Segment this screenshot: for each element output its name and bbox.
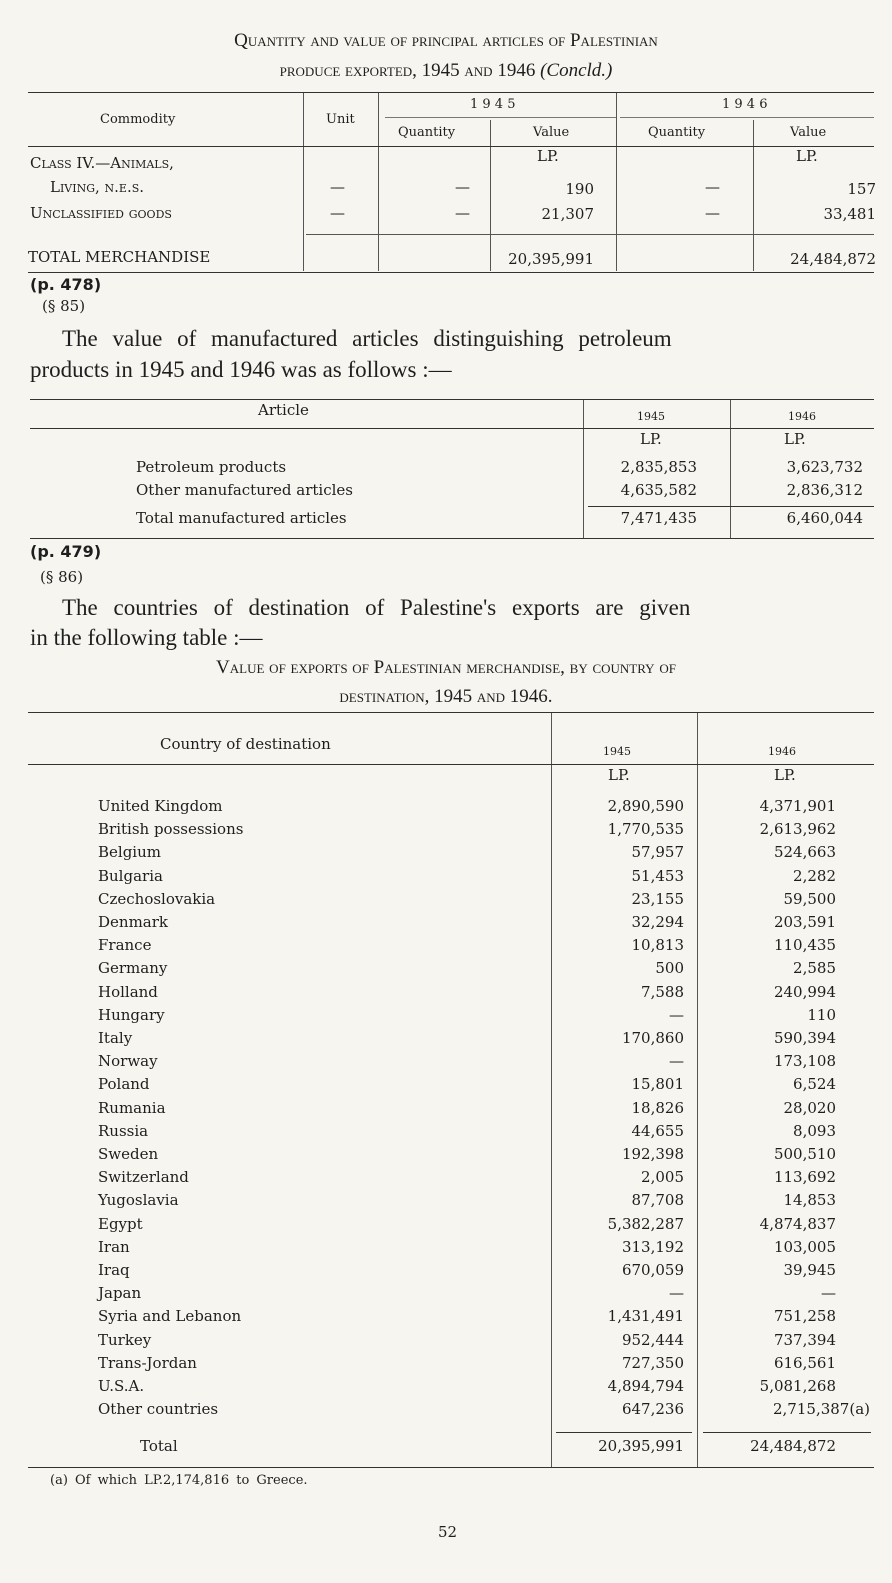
currency-1946: LP. — [784, 430, 806, 448]
country-name: British possessions — [98, 820, 244, 839]
country-name: Poland — [98, 1075, 150, 1094]
value-1945: 4,894,794 — [607, 1377, 684, 1395]
rule — [28, 1467, 874, 1468]
footnote: (a) Of which LP.2,174,816 to Greece. — [50, 1473, 308, 1488]
col-divider — [378, 93, 379, 271]
value-1946: 616,561 — [773, 1353, 836, 1372]
paragraph-line: The countries of destination of Palestine's exports are given — [62, 595, 691, 620]
article-name: Other manufactured articles — [136, 481, 354, 499]
country-name: France — [98, 936, 152, 955]
value-1945: 1,770,535 — [607, 820, 684, 839]
value-1945: 170,860 — [621, 1029, 684, 1047]
value-1946: 524,663 — [773, 843, 836, 862]
total-1945: 20,395,991 — [508, 250, 594, 268]
value-1946: 203,591 — [773, 913, 836, 931]
total-merchandise-label: TOTAL MERCHANDISE — [28, 248, 211, 266]
cell: — — [705, 204, 720, 222]
col-divider — [551, 713, 552, 1467]
country-name: Other countries — [98, 1400, 219, 1419]
header-1945: 1945 — [603, 745, 631, 758]
total-1946: 24,484,872 — [750, 1437, 836, 1455]
currency-1945: LP. — [608, 766, 630, 784]
country-name: Egypt — [98, 1214, 143, 1233]
rule — [28, 712, 874, 713]
country-name: Russia — [98, 1121, 149, 1140]
country-name: Turkey — [98, 1330, 152, 1349]
value-1946: 2,613,962 — [759, 820, 836, 839]
value-1945: 57,957 — [631, 843, 684, 862]
value-1945: — — [669, 1284, 684, 1303]
country-name: Iran — [98, 1237, 130, 1256]
value-1946: 173,108 — [773, 1052, 836, 1071]
country-name: U.S.A. — [98, 1377, 145, 1395]
currency-1945: LP. — [537, 147, 559, 165]
paragraph-line: products in 1945 and 1946 was as follows :— — [30, 357, 452, 382]
country-name: Holland — [98, 982, 158, 1001]
value-1945: 7,588 — [641, 982, 684, 1001]
currency-1945: LP. — [640, 430, 662, 448]
value-1946: 103,005 — [773, 1237, 836, 1256]
table3-title-line2: destination, 1945 and 1946. — [339, 686, 553, 707]
country-name: Japan — [98, 1284, 142, 1303]
value-1945: 23,155 — [631, 889, 684, 908]
value-1945: 87,708 — [631, 1191, 684, 1210]
value-1945: 952,444 — [621, 1330, 684, 1349]
value-1945: 2,890,590 — [607, 797, 684, 815]
header-1945: 1 9 4 5 — [470, 97, 516, 112]
header-unit: Unit — [326, 112, 355, 127]
value-1946: 39,945 — [783, 1261, 836, 1279]
cell: — — [330, 178, 345, 196]
rule — [703, 1432, 871, 1433]
col-divider — [583, 400, 584, 538]
col-divider — [730, 400, 731, 538]
paragraph-line: The value of manufactured articles distinguishing petroleum — [62, 326, 672, 351]
country-name: Czechoslovakia — [98, 889, 216, 908]
col-divider — [303, 93, 304, 271]
total-1946: 24,484,872 — [790, 250, 876, 268]
cell: — — [455, 204, 470, 222]
cell: 190 — [565, 180, 594, 198]
cell: 4,635,582 — [620, 481, 697, 499]
cell: — — [455, 178, 470, 196]
value-1945: 15,801 — [631, 1075, 684, 1094]
article-name: Petroleum products — [136, 458, 287, 476]
section-85: (§ 85) — [42, 297, 86, 315]
header-value-1945: Value — [533, 125, 570, 140]
value-1945: 192,398 — [621, 1145, 684, 1163]
paragraph-line: in the following table :— — [30, 625, 263, 650]
col-divider — [490, 120, 491, 271]
cell: 3,623,732 — [786, 458, 863, 476]
value-1946: 4,874,837 — [759, 1214, 836, 1233]
cell: 21,307 — [541, 205, 594, 223]
value-1945: 5,382,287 — [607, 1214, 684, 1233]
value-1946: 500,510 — [773, 1145, 836, 1163]
total-1945: 20,395,991 — [598, 1437, 684, 1455]
rule — [620, 117, 874, 118]
country-name: Italy — [98, 1029, 133, 1047]
col-divider — [616, 93, 617, 271]
cell: 2,836,312 — [786, 481, 863, 499]
country-name: Trans-Jordan — [98, 1353, 197, 1372]
cell: 157 — [847, 180, 876, 198]
value-1945: 727,350 — [621, 1353, 684, 1372]
article-total-name: Total manufactured articles — [136, 509, 347, 527]
cell: 33,481 — [823, 205, 876, 223]
value-1946: 110 — [807, 1005, 836, 1024]
value-1946: 590,394 — [773, 1029, 836, 1047]
country-name: Bulgaria — [98, 866, 163, 885]
col-divider — [753, 120, 754, 271]
header-country: Country of destination — [160, 735, 331, 753]
cell: — — [330, 204, 345, 222]
table1-title-line2 — [0, 60, 892, 82]
header-1946: 1946 — [788, 410, 816, 423]
country-name: Hungary — [98, 1005, 165, 1024]
header-1945: 1945 — [637, 410, 665, 423]
section-86: (§ 86) — [40, 568, 84, 586]
country-name: Belgium — [98, 843, 161, 862]
rule — [30, 399, 874, 400]
header-1946: 1 9 4 6 — [722, 97, 768, 112]
value-1946: 113,692 — [773, 1168, 836, 1187]
value-1945: — — [669, 1052, 684, 1071]
country-name: Syria and Lebanon — [98, 1307, 242, 1326]
currency-1946: LP. — [796, 147, 818, 165]
value-1945: 10,813 — [631, 936, 684, 955]
rule — [30, 538, 874, 539]
value-1945: 44,655 — [631, 1121, 684, 1140]
value-1946: — — [821, 1284, 836, 1303]
rule — [556, 1432, 692, 1433]
table1-concld: (Concld.) — [540, 60, 613, 81]
value-1946: 737,394 — [773, 1330, 836, 1349]
header-commodity: Commodity — [100, 112, 176, 127]
value-1946: 8,093 — [793, 1121, 836, 1140]
total-1945: 7,471,435 — [620, 509, 697, 527]
value-1945: 1,431,491 — [607, 1307, 684, 1326]
value-1946: 28,020 — [783, 1098, 836, 1117]
rule — [28, 764, 874, 765]
header-1946: 1946 — [768, 745, 796, 758]
table1-title-text: produce exported, 1945 and 1946 — [279, 60, 536, 81]
row-class-iv-name1: Class IV.—Animals, — [30, 154, 174, 172]
rule — [385, 117, 616, 118]
value-1946: 2,585 — [793, 959, 836, 978]
country-name: Norway — [98, 1052, 158, 1071]
currency-1946: LP. — [774, 766, 796, 784]
value-1946: 110,435 — [773, 936, 836, 955]
value-1945: 2,005 — [641, 1168, 684, 1187]
value-1945: 51,453 — [631, 866, 684, 885]
col-divider — [697, 713, 698, 1467]
table1-title-line1: Quantity and value of principal articles of Palestinian — [234, 30, 658, 51]
country-name: United Kingdom — [98, 797, 223, 815]
value-1946: 4,371,901 — [759, 797, 836, 815]
value-1946: 5,081,268 — [759, 1377, 836, 1395]
header-article: Article — [258, 401, 309, 419]
value-1945: — — [669, 1005, 684, 1024]
country-name: Iraq — [98, 1261, 130, 1279]
header-quantity-1945: Quantity — [398, 125, 456, 140]
rule — [30, 428, 874, 429]
country-name: Rumania — [98, 1098, 166, 1117]
value-1946: 2,715,387(a) — [773, 1400, 870, 1419]
rule — [588, 506, 874, 507]
value-1946: 240,994 — [773, 982, 836, 1001]
cell: — — [705, 178, 720, 196]
country-name: Germany — [98, 959, 168, 978]
value-1946: 751,258 — [773, 1307, 836, 1326]
total-1946: 6,460,044 — [786, 509, 863, 527]
page-number: 52 — [438, 1523, 458, 1541]
country-name: Yugoslavia — [98, 1191, 179, 1210]
page-ref-479: (p. 479) — [30, 542, 102, 561]
value-1946: 59,500 — [783, 889, 836, 908]
value-1945: 313,192 — [621, 1237, 684, 1256]
rule — [28, 92, 874, 93]
value-1945: 18,826 — [631, 1098, 684, 1117]
cell: 2,835,853 — [620, 458, 697, 476]
page-ref-478: (p. 478) — [30, 275, 102, 294]
header-value-1946: Value — [790, 125, 827, 140]
header-quantity-1946: Quantity — [648, 125, 706, 140]
row-class-iv-name2: Living, n.e.s. — [50, 178, 145, 196]
row-unclassified-name: Unclassified goods — [30, 204, 172, 222]
value-1946: 14,853 — [783, 1191, 836, 1210]
rule — [28, 272, 874, 273]
total-label: Total — [140, 1437, 178, 1455]
country-name: Switzerland — [98, 1168, 189, 1187]
value-1945: 670,059 — [621, 1261, 684, 1279]
value-1946: 6,524 — [793, 1075, 836, 1094]
value-1945: 647,236 — [621, 1400, 684, 1419]
rule — [28, 146, 874, 147]
rule — [306, 234, 874, 235]
table3-title-line1: Value of exports of Palestinian merchandise, by country of — [216, 657, 676, 678]
value-1945: 32,294 — [631, 913, 684, 931]
country-name: Denmark — [98, 913, 168, 931]
value-1946: 2,282 — [793, 866, 836, 885]
country-name: Sweden — [98, 1145, 159, 1163]
value-1945: 500 — [655, 959, 684, 978]
